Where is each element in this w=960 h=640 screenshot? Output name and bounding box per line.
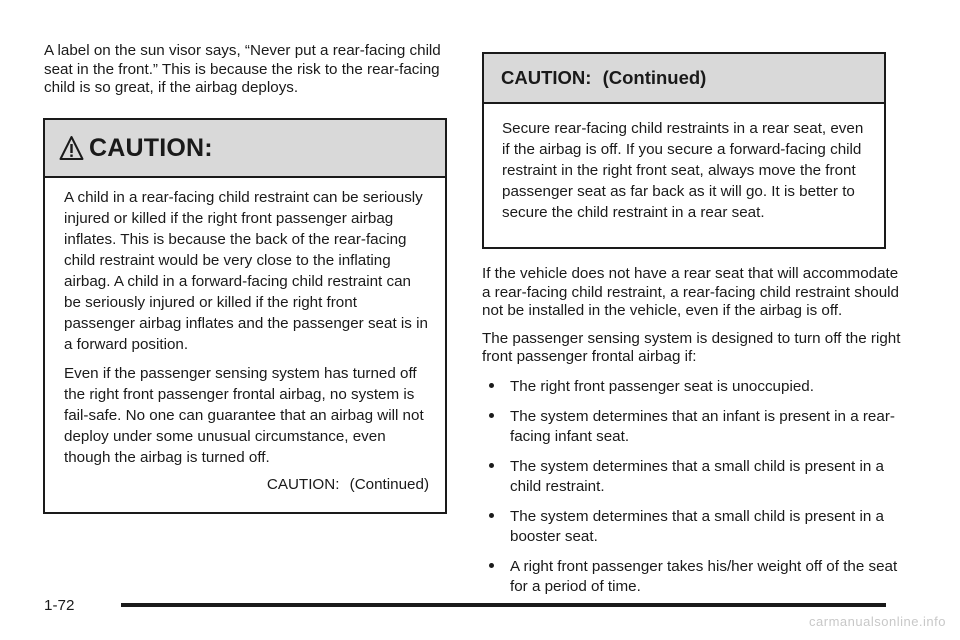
list-item: The system determines that a small child is present in a child restraint. [482, 457, 902, 497]
body-paragraph: If the vehicle does not have a rear seat that will accommodate a rear-facing child restraint, a rear-facing child restraint should not be installed in the vehicle, even if the airbag is off. [482, 265, 900, 319]
caution-body [45, 178, 445, 495]
list-item: The right front passenger seat is unoccupied. [482, 377, 902, 397]
caution-continued-label: CAUTION: (Continued) [266, 476, 429, 493]
list-item: A right front passenger takes his/her weight off of the seat for a period of time. [482, 557, 902, 597]
intro-paragraph: A label on the sun visor says, “Never put a rear-facing child seat in the front.” This is because the risk to the rear-facing child is so great, if the airbag deploys. [44, 42, 441, 96]
caution-triangle-icon [59, 135, 84, 161]
conditions-list [482, 377, 902, 597]
watermark: carmanualsonline.info [809, 614, 946, 629]
caution-continued-body [484, 104, 884, 223]
caution-continued-paragraph: Secure rear-facing child restraints in a rear seat, even if the airbag is off. If you secure a forward-facing child restraint in the right front seat, always move the front passenger seat as far back as it will go. It is better to secure the child restraint in a rear seat. [502, 120, 864, 221]
caution-continued-box [482, 52, 886, 249]
page-number: 1-72 [44, 597, 75, 614]
body-paragraph: The passenger sensing system is designed to turn off the right front passenger frontal airbag if: [482, 329, 901, 365]
list-item: The system determines that an infant is present in a rear-facing infant seat. [482, 407, 902, 447]
caution-header [45, 120, 445, 178]
footer-rule [121, 603, 886, 607]
caution-continued-title: CAUTION: (Continued) [501, 67, 707, 88]
caution-paragraph: A child in a rear-facing child restraint can be seriously injured or killed if the right front passenger airbag inflates. This is because the back of the rear-facing child restraint would be very close to the inflating airbag. A child in a forward-facing child restraint can be seriously injured or killed if the right front passenger airbag inflates and the passenger seat is in a forward position. [64, 189, 428, 353]
right-column-text [482, 265, 902, 607]
caution-title: CAUTION: [89, 133, 213, 162]
caution-paragraph: Even if the passenger sensing system has turned off the right front passenger frontal airbag, no system is fail-safe. No one can guarantee that an airbag will not deploy under some unusual circumstance, even though the airbag is turned off. [64, 365, 424, 466]
caution-continued-header [484, 54, 884, 104]
list-item: The system determines that a small child is present in a booster seat. [482, 507, 902, 547]
caution-box [43, 118, 447, 514]
